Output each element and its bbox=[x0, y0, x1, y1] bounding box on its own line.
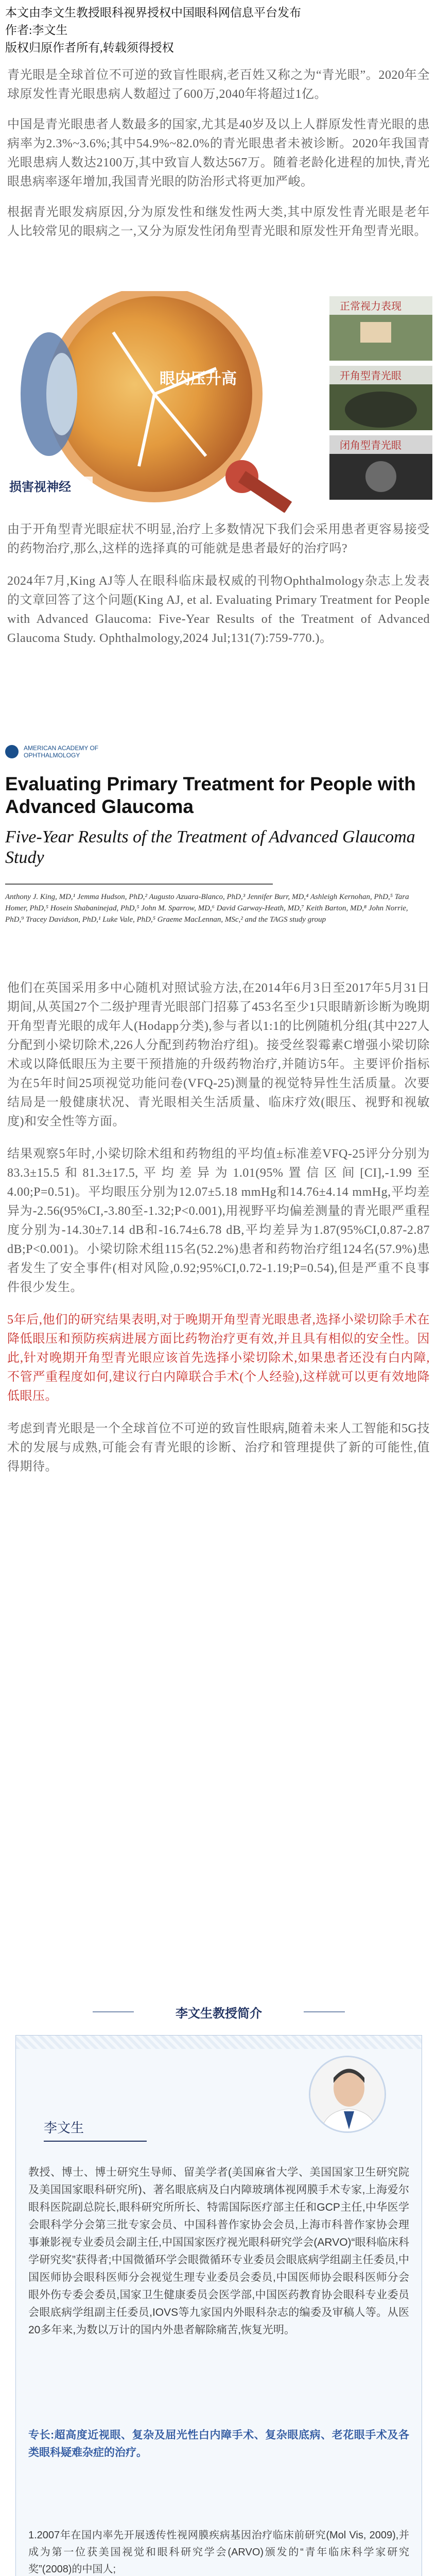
study-authors: Anthony J. King, MD,¹ Jemma Hudson, PhD,² Augusto Azuara-Blanco, PhD,³ Jennifer Burr, MD,⁴ Ashleigh Kernohan, PhD,⁵ Tara Homer, PhD,⁵ Hosein Shabaninejad, PhD,⁵ John M. Sparrow, MD,⁶ David Garway-Heath, MD,⁷ Keith Barton, MD,⁸ John Norrie, PhD,⁹ Tracey Davidson, PhD,¹ Luke Vale, PhD,⁵ Graeme MacLennan, MSc,² and the TAGS study group bbox=[5, 893, 409, 924]
doctor-avatar bbox=[309, 2056, 386, 2133]
profile-title: 李文生教授简介 bbox=[139, 2000, 299, 2024]
middle-section bbox=[0, 520, 437, 648]
achievements-list bbox=[28, 2527, 409, 2576]
inset-closed-angle bbox=[329, 435, 432, 500]
doctor-name: 李文生 bbox=[44, 2120, 84, 2136]
results-paragraph: 结果观察5年时,小梁切除术组和药物组的平均值±标准差VFQ-25评分分别为83.3±15.5和81.3±17.5,平均差异为1.01(95%置信区间[CI],-1.99至4.00;P=0.51)。平均眼压分别为12.07±5.18 mmHg和14.76±4.14 mmHg,平均差异为-2.56(95%CI,-3.80至-1.32;P<0.001),用视野平均偏差测量的青光眼严重程度分别为-14.30±7.14 dB和-16.74±6.78 dB,平均差异为1.87(95%CI,0.87-2.87 dB;P<0.001)。小梁切除术组115名(52.2%)患者和药物治疗组124名(57.9%)患者发生了安全事件(相对风险,0.92;95%CI,0.72-1.19;P=0.54),但是严重不良事件很少发生。 bbox=[7, 1147, 430, 1294]
results-section bbox=[0, 979, 437, 1477]
divider bbox=[5, 884, 273, 885]
label-optic-damage: 损害视神经 bbox=[9, 480, 71, 494]
methods-paragraph: 他们在英国采用多中心随机对照试验方法,在2014年6月3日至2017年5月31日期间,从英国27个二级护理青光眼部门招募了453名至少1只眼睛新诊断为晚期开角型青光眼的成年人(Hodapp分类),参与者以1:1的比例随机分组(其中227人分配到小梁切除术,226人分配到药物治疗组)。接受丝裂霉素C增强小梁切除术或以降低眼压为主要干预措施的升级药物治疗,并随访5年。主要评价指标为在5年时间25项视觉功能问卷(VFQ-25)测量的视觉特异性生活质量。次要结局是一般健康状况、青光眼相关生活质量、临床疗效(眼压、视野和视敏度)和安全性等方面。 bbox=[7, 981, 430, 1128]
study-title: Evaluating Primary Treatment for People with Advanced Glaucoma bbox=[5, 773, 416, 817]
svg-text:正常视力表现: 正常视力表现 bbox=[340, 301, 401, 312]
name-underline bbox=[44, 2141, 147, 2142]
outlook-paragraph: 考虑到青光眼是一个全球首位不可逆的致盲性眼病,随着未来人工智能和5G技术的发展与成熟,可能会有青光眼的诊断、治疗和管理提供了新的可能性,值得期待。 bbox=[7, 1422, 430, 1473]
glaucoma-eye-illustration bbox=[0, 291, 437, 513]
aao-logo-icon bbox=[5, 745, 19, 758]
article-header bbox=[0, 0, 437, 62]
svg-text:闭角型青光眼: 闭角型青光眼 bbox=[340, 440, 401, 451]
question-paragraph: 由于开角型青光眼症状不明显,治疗上多数情况下我们会采用患者更容易接受的药物治疗,那么,这样的选择真的可能就是患者最好的治疗吗? bbox=[7, 523, 430, 555]
reference-paragraph: 2024年7月,King AJ等人在眼科临床最权威的刊物Ophthalmology杂志上发表的文章回答了这个问题(King AJ, et al. Evaluating Primary Treatment for People with Advanced Glaucoma: Five-Year Results of the Treatment of Advanced Glaucoma Study. Ophthalmology,2024 Jul;131(7):759-770.)。 bbox=[7, 574, 430, 645]
doctor-specialty: 专长:超高度近视眼、复杂及屈光性白内障手术、复杂眼底病、老花眼手术及各类眼科疑难杂症的治疗。 bbox=[28, 2429, 409, 2459]
achievement-item: 1.2007年在国内率先开展透传性视网膜疾病基因治疗临床前研究(Mol Vis, 2009),并成为第一位获美国视觉和眼科研究学会(ARVO)颁发的“青年临床科学家研究奖”(2008)的中国人; bbox=[28, 2530, 409, 2575]
lens-icon bbox=[46, 353, 77, 435]
svg-text:开角型青光眼: 开角型青光眼 bbox=[340, 370, 401, 382]
intro-section bbox=[0, 66, 437, 241]
study-subtitle: Five-Year Results of the Treatment of Advanced Glaucoma Study bbox=[5, 827, 415, 867]
doctor-bio: 教授、博士、博士研究生导师、留美学者(美国麻省大学、美国国家卫生研究院及美国国家眼科研究所)、著名眼底病及白内障玻璃体视网膜手术专家,上海爱尔眼科医院副总院长,眼科研究所所长、特需国际医疗部主任和GCP主任,中华医学会眼科学分会第三批专家会员、中国科普作家协会会员,上海市科普作家协会理事兼影视专业委员会副主任,中国国家医疗视光眼科研究学会(ARVO)“眼科临床科学研究奖”获得者;中国微循环学会眼微循环专业委员会眼底病学组副主任委员,中国医师协会眼科医师分会视觉生理专业委员会委员,中国医师协会眼科医师分会眼外伤专委会委员,国家卫生健康委员会医学部,中国医药教育协会眼科专业委员会眼底病学组副主任委员,IOVS等九家国内外眼科杂志的编委及审稿人等。从医20多年来,为数以万计的国内外患者解除痛苦,恢复光明。 bbox=[28, 2166, 409, 2336]
header-line-2: 作者:李文生 bbox=[5, 24, 68, 37]
portrait-icon bbox=[310, 2057, 386, 2133]
intro-paragraph-1: 青光眼是全球首位不可逆的致盲性眼病,老百姓又称之为“青光眼”。2020年全球原发性青光眼患病人数超过了600万,2040年将超过1亿。 bbox=[7, 69, 430, 101]
inset-normal bbox=[329, 296, 432, 361]
header-line-1: 本文由李文生教授眼科视界授权中国眼科网信息平台发布 bbox=[5, 6, 301, 19]
label-pressure: 眼内压升高 bbox=[160, 370, 237, 387]
eye-diagram bbox=[0, 291, 437, 513]
journal-logo bbox=[5, 744, 116, 759]
inset-open-angle bbox=[329, 366, 432, 430]
header-line-3: 版权归原作者所有,转载须得授权 bbox=[5, 41, 174, 54]
journal-name: AMERICAN ACADEMY OF OPHTHALMOLOGY bbox=[24, 744, 99, 759]
doctor-name-block bbox=[44, 2117, 147, 2142]
profile-heading bbox=[0, 1989, 437, 2035]
conclusion-paragraph: 5年后,他们的研究结果表明,对于晚期开角型青光眼患者,选择小梁切除手术在降低眼压和预防疾病进展方面比药物治疗更有效,并且具有相似的安全性。因此,针对晚期开角型青光眼应该首先选择小梁切除术,如果患者还没有白内障,不管严重程度如何,建议行白内障联合手术(个人经验),这样就可以更有效地降低眼压。 bbox=[7, 1313, 430, 1403]
intro-paragraph-2: 中国是青光眼患者人数最多的国家,尤其是40岁及以上人群原发性青光眼的患病率为2.3%~3.6%;其中54.9%~82.0%的青光眼患者未被诊断。2020年我国青光眼患病人数达2100万,其中致盲人数达567万。随着老龄化进程的加快,青光眼患病率逐年增加,我国青光眼的防治形式将更加严峻。 bbox=[7, 118, 430, 189]
card-pattern-top bbox=[16, 2036, 422, 2049]
intro-paragraph-3: 根据青光眼发病原因,分为原发性和继发性两大类,其中原发性青光眼是老年人比较常见的眼病之一,又分为原发性闭角型青光眼和原发性开角型青光眼。 bbox=[7, 206, 430, 238]
study-title-figure bbox=[0, 734, 437, 971]
